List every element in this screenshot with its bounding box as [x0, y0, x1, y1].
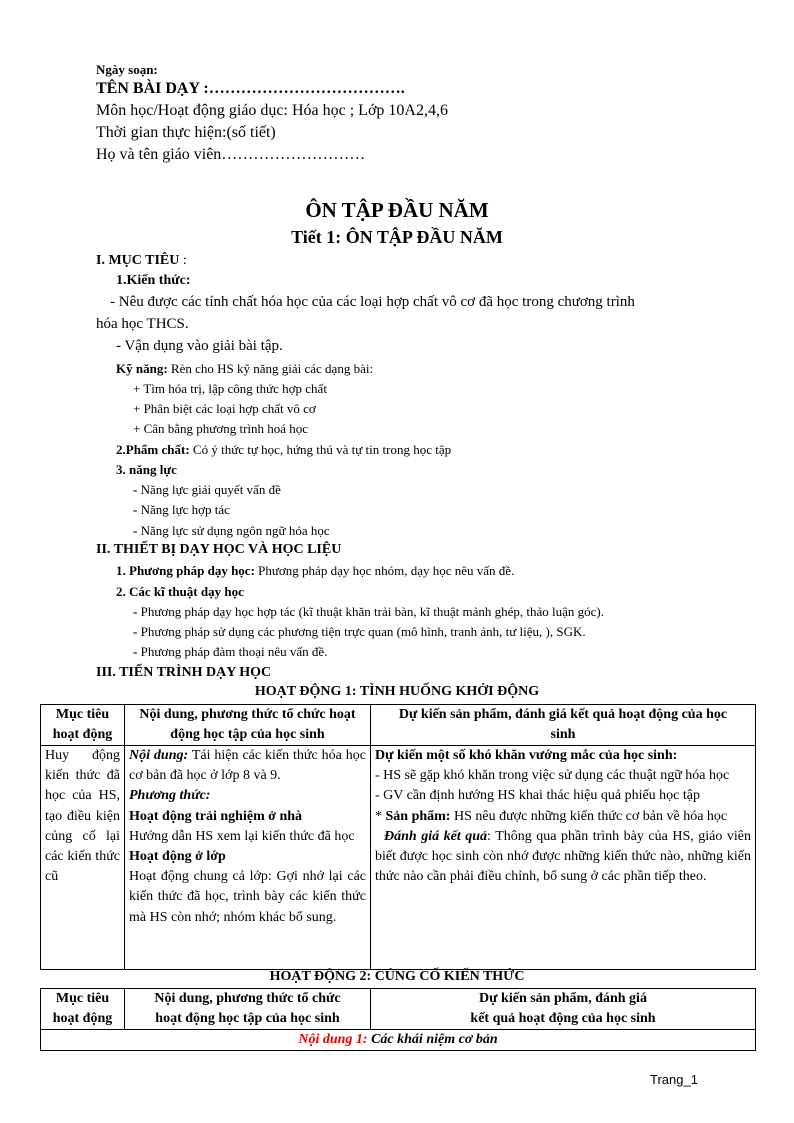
main-title: ÔN TẬP ĐẦU NĂM: [305, 198, 489, 222]
cell-noi-dung: Nội dung: Tái hiện các kiến thức hóa học cơ bản đã học ở lớp 8 và 9. Phương thức: Hoạt động trải nghiệm ở nhà Hướng dẫn HS xem lại kiến thức đã học Hoạt động ở lớp Hoạt động chung cả lớp: Gợi nhớ lại các kiến thức đã học, trình bày các kiến thức mà HS còn nhớ; nhóm khác bổ sung.: [125, 746, 371, 970]
header-noi-dung: Nội dung, phương thức tổ chức hoạt động học tập của học sinh: [125, 989, 371, 1030]
header-du-kien: Dự kiến sản phẩm, đánh giá kết quả hoạt động của học sinh: [371, 705, 756, 746]
phuong-phap-day-hoc: 1. Phương pháp dạy học: Phương pháp dạy học nhóm, dạy học nêu vấn đề.: [116, 563, 515, 578]
ky-nang-item-3: + Cân bằng phương trình hoá học: [133, 421, 309, 436]
section-1-heading: I. MỤC TIÊU :: [96, 253, 187, 268]
nang-luc-item-1: - Năng lực giải quyết vấn đề: [133, 482, 281, 497]
activity-2-table: [40, 988, 756, 1051]
ki-thuat-day-hoc-label: 2. Các kĩ thuật dạy học: [116, 584, 244, 599]
ky-nang-item-1: + Tìm hóa trị, lập công thức hợp chất: [133, 381, 327, 396]
ngay-soan: Ngày soạn:: [96, 62, 158, 77]
table-header-row: [41, 705, 756, 746]
kien-thuc-line-3: - Vận dụng vào giải bài tập.: [116, 338, 283, 354]
nang-luc-item-2: - Năng lực hợp tác: [133, 502, 230, 517]
sub-title: Tiết 1: ÔN TẬP ĐẦU NĂM: [291, 227, 503, 247]
ky-nang-item-2: + Phân biệt các loại hợp chất vô cơ: [133, 401, 316, 416]
activity-1-table: [40, 704, 756, 970]
kien-thuc-line-2: hóa học THCS.: [96, 316, 189, 332]
mon-hoc-line: Môn học/Hoạt động giáo dục: Hóa học ; Lớp 10A2,4,6: [96, 102, 448, 119]
header-muc-tieu: Mục tiêu hoạt động: [41, 989, 125, 1030]
table-row: [41, 746, 756, 970]
section-2-heading: II. THIẾT BỊ DẠY HỌC VÀ HỌC LIỆU: [96, 542, 342, 557]
kien-thuc-line-1: - Nêu được các tính chất hóa học của các loại hợp chất vô cơ đã học trong chương trình: [110, 294, 635, 310]
ky-nang: Kỹ năng: Rèn cho HS kỹ năng giải các dạng bài:: [116, 361, 374, 376]
section-3-heading: III. TIẾN TRÌNH DẠY HỌC: [96, 665, 272, 680]
cell-du-kien: Dự kiến một số khó khăn vướng mắc của học sinh: - HS sẽ gặp khó khăn trong việc sử dụng các thuật ngữ hóa học - GV cần định hướng HS khai thác hiệu quả phiếu học tập * Sản phẩm: HS nêu được những kiến thức cơ bản về hóa học Đánh giá kết quả: Thông qua phần trình bày của HS, giáo viên biết được học sinh còn nhớ được những kiến thức nào, những kiến thức nào cần phải điều chỉnh, bổ sung ở các phần tiếp theo.: [371, 746, 756, 970]
page-number: Trang_1: [650, 1072, 698, 1087]
pham-chat: 2.Phẩm chất: Có ý thức tự học, hứng thú và tự tin trong học tập: [116, 442, 452, 457]
giao-vien-line: Họ và tên giáo viên………………………: [96, 146, 366, 163]
ten-bai-day: TÊN BÀI DẠY :……………………………….: [96, 80, 405, 97]
nang-luc-label: 3. năng lực: [116, 462, 177, 477]
ki-thuat-item-2: - Phương pháp sử dụng các phương tiện trực quan (mô hình, tranh ảnh, tư liệu, ), SGK.: [133, 624, 586, 639]
header-muc-tieu: Mục tiêu hoạt động: [41, 705, 125, 746]
kien-thuc-label: 1.Kiến thức:: [116, 273, 191, 288]
noi-dung-1-row: Nội dung 1: Các khái niệm cơ bản: [41, 1030, 756, 1051]
header-du-kien: Dự kiến sản phẩm, đánh giá kết quả hoạt động của học sinh: [371, 989, 756, 1030]
nang-luc-item-3: - Năng lực sử dụng ngôn ngữ hóa học: [133, 523, 330, 538]
table-header-row: [41, 989, 756, 1030]
hoat-dong-2-title: HOẠT ĐỘNG 2: CỦNG CỐ KIẾN THỨC: [269, 969, 525, 984]
ki-thuat-item-3: - Phương pháp đàm thoại nêu vấn đề.: [133, 644, 328, 659]
table-row: [41, 1030, 756, 1051]
header-noi-dung: Nội dung, phương thức tổ chức hoạt động học tập của học sinh: [125, 705, 371, 746]
hoat-dong-1-title: HOẠT ĐỘNG 1: TÌNH HUỐNG KHỞI ĐỘNG: [254, 684, 540, 699]
thoi-gian-line: Thời gian thực hiện:(số tiết): [96, 124, 276, 141]
cell-muc-tieu: Huy động kiến thức đã học của HS, tạo điều kiện củng cố lại các kiến thức cũ: [41, 746, 125, 970]
ki-thuat-item-1: - Phương pháp dạy học hợp tác (kĩ thuật khăn trải bàn, kĩ thuật mảnh ghép, thảo luận góc).: [133, 604, 604, 619]
